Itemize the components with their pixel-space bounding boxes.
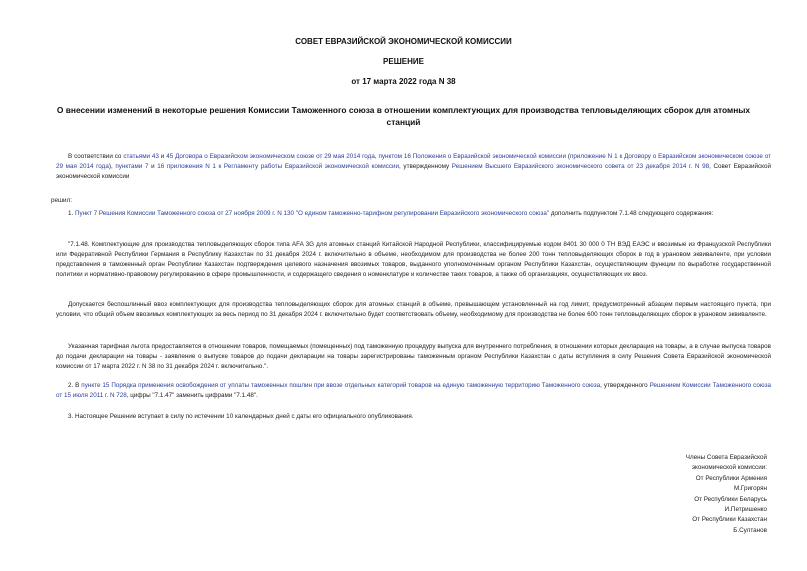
doc-type-heading: РЕШЕНИЕ [383, 57, 424, 66]
signatures-block [567, 453, 767, 536]
preamble-paragraph [56, 152, 771, 182]
link-procedure-point-15[interactable]: пункте 15 Порядка применения освобождения от уплаты таможенных пошлин при ввозе отдельных категорий товаров на единую таможенную территорию Таможенного союза [81, 382, 601, 389]
item-1-text: дополнить подпунктом 7.1.48 следующего содержания: [549, 210, 714, 217]
link-annex-1-treaty[interactable]: приложение N 1 к Договору о Евразийском экономическом союзе от 29 мая 2014 года [56, 153, 771, 170]
signature-line: экономической комиссии: [691, 464, 767, 472]
quote-paragraph-3: Указанная тарифная льгота предоставляется в отношении товаров, помещаемых (помещенных) под таможенную процедуру выпуска для внутреннего потребления, в отношении которых декларация на товары, а в случае выпуска товаров до подачи декларации на товары - заявление о выпуске товаров до подачи декларации на товары зарегистрированы таможенным органом Республики Казахстан с даты вступления в силу Решения Совета Евразийской экономической комиссии от 17 марта 2022 г. N 38 по 31 декабря 2024 г. включительно.". [56, 343, 771, 370]
item-2-text: 2. В [68, 382, 82, 389]
preamble-text: , утвержденному [399, 163, 452, 170]
signature-line: Б.Султанов [733, 526, 767, 534]
resolved-label: решил: [51, 197, 72, 204]
signature-line: Члены Совета Евразийской [685, 454, 767, 461]
link-decision-728[interactable]: Решением Комиссии Таможенного союза от 15 июля 2011 г. N 728 [56, 382, 771, 399]
preamble-text: и [148, 163, 158, 170]
signature-line: От Республики Беларусь [694, 495, 767, 503]
link-articles-43[interactable]: статьями 43 [123, 153, 159, 160]
preamble-text: , [374, 153, 379, 160]
signature-line: И.Петришенко [724, 506, 767, 514]
item-3-paragraph: 3. Настоящее Решение вступает в силу по истечении 10 календарных дней с даты его официального опубликования. [68, 413, 414, 420]
link-regulation-point-16[interactable]: пунктом 16 Положения о Евразийской экономической комиссии [378, 153, 566, 160]
item-1-number: 1. [68, 210, 76, 217]
preamble-text: В соответствии со [68, 153, 124, 160]
item-2-text: , утвержденного [600, 382, 650, 389]
signature-line: От Республики Армения [695, 474, 767, 482]
signature-line: М.Григорян [733, 485, 767, 493]
item-1-paragraph [56, 209, 771, 219]
link-supreme-council-decision[interactable]: Решением Высшего Евразийского экономического совета от 23 декабря 2014 г. N 98 [451, 163, 710, 170]
document-title: О внесении изменений в некоторые решения Комиссии Таможенного союза в отношении комплектующих для производства тепловыделяющих сборок для атомных станций [56, 105, 751, 127]
preamble-text: , Совет Евразийской экономической комиссии [56, 163, 771, 180]
org-heading: СОВЕТ ЕВРАЗИЙСКОЙ ЭКОНОМИЧЕСКОЙ КОМИССИИ [295, 37, 512, 46]
item-2-paragraph [56, 381, 771, 401]
link-annex-1-rules[interactable]: 16 приложения N 1 к Регламенту работы Евразийской экономической комиссии [157, 163, 400, 170]
quote-paragraph-1: "7.1.48. Комплектующие для производства тепловыделяющих сборок типа AFA 3G для атомных станций Китайской Народной Республики, классифицируемые кодом 8401 30 000 0 ТН ВЭД ЕАЭС и ввозимые из Французской Республики или Федеративной Республики Германия в Республику Казахстан по 31 декабря 2024 г. включительно в объеме, необходимом для производства не более 200 тонн тепловыделяющих сборок в год в урановом эквиваленте, при условии представления в таможенный орган Республики Казахстан подтверждения целевого назначения ввозимых товаров, выданного уполномоченным органом Республики Казахстан, осуществляющим функции по выработке государственной политики и нормативно-правовому регулированию в сфере промышленности, и содержащего сведения о номенклатуре и количестве таких товаров, а также об организациях, осуществляющих их ввоз. [56, 241, 771, 278]
signature-line: От Республики Казахстан [692, 516, 767, 524]
link-points-7[interactable]: пунктами 7 [115, 163, 149, 170]
preamble-text: и [158, 153, 167, 160]
item-2-text: , цифры "7.1.47" заменить цифрами "7.1.48". [126, 392, 258, 399]
link-decision-130[interactable]: Пункт 7 Решения Комиссии Таможенного союза от 27 ноября 2009 г. N 130 "О едином таможенно-тарифном регулировании Евразийского экономического союза" [75, 210, 550, 217]
date-number-heading: от 17 марта 2022 года N 38 [351, 77, 456, 86]
quote-paragraph-2: Допускается беспошлинный ввоз комплектующих для производства тепловыделяющих сборок для атомных станций в объеме, превышающем установленный на год лимит, предусмотренный абзацем первым настоящего пункта, при условии, что общий объем ввозимых комплектующих за весь период по 31 декабря 2024 г. включительно будет соответствовать объему, необходимому для производства не более 600 тонн тепловыделяющих сборок в урановом эквиваленте. [56, 301, 771, 318]
preamble-text: ), [108, 163, 116, 170]
preamble-text: ( [565, 153, 570, 160]
link-treaty-eaeu[interactable]: 45 Договора о Евразийском экономическом союзе от 29 мая 2014 года [166, 153, 375, 160]
